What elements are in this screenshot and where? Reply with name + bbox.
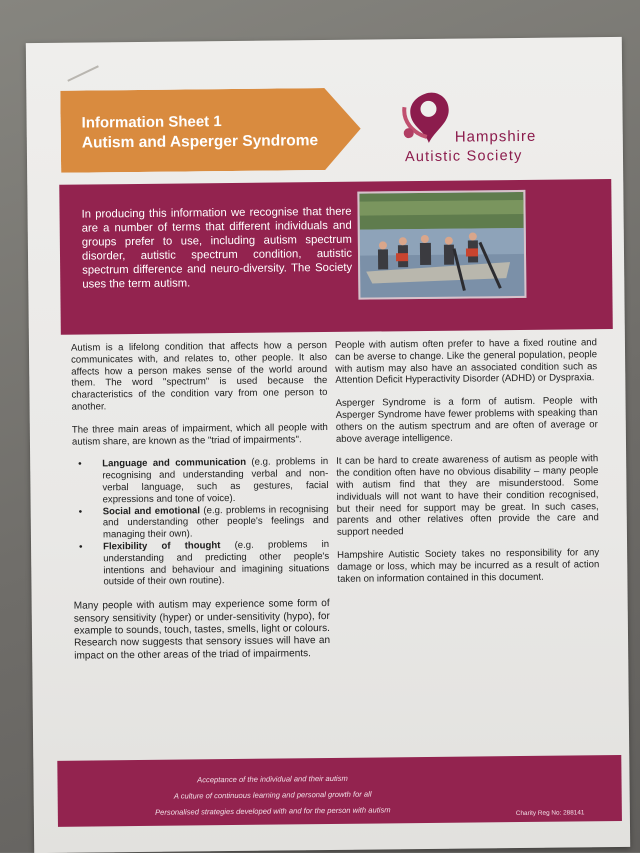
list-item-text: (e.g. problems in recognising and understanding other people's feelings and managing their own). [102,503,329,541]
awareness-paragraph: It can be hard to create awareness of autism as people with the condition often have no obvious disability – many people with autism find that they are misunderstood. Some individuals will not want to have their condition recognised, but their need for support may be great. In such cases, parents and other relatives often provide the care and support needed [336,453,599,539]
autism-definition-paragraph: Autism is a lifelong condition that affects how a person communicates with, and relates to, other people. It also affects how a person makes sense of the world around them. The word "spectrum" is used because the characteristics of the condition vary from one person to another. [70,340,328,413]
list-item-heading: Language and communication [102,457,247,470]
logo-name-line2: Autistic Society [404,147,523,166]
triad-intro-paragraph: The three main areas of impairment, which all people with autism share, are known as the "triad of impairments". [71,421,328,448]
footer-value-strategies: Personalised strategies developed with and for the person with autism [155,805,391,817]
sheet-subject-title: Autism and Asperger Syndrome [81,132,319,152]
bullet-icon: • [78,506,83,518]
list-item-heading: Social and emotional [102,504,201,517]
bullet-icon: • [78,458,82,470]
disclaimer-paragraph: Hampshire Autistic Society takes no responsibility for any damage or loss, which may be incurred as a result of action taken on information contained in this document. [337,547,600,585]
triad-list [72,456,329,588]
charity-number: Charity Reg No: 288141 [515,809,585,818]
pencil-mark [67,65,99,81]
left-column [71,340,330,674]
society-logo-icon [398,87,459,150]
intro-text: In producing this information we recognise that there are a number of terms that different individuals and groups prefer to use, including autism spectrum disorder, autistic spectrum condition, autistic spectrum difference and neuro-diversity. The Society uses the term autism. [81,205,353,291]
logo-name-line1: Hampshire [454,127,537,146]
list-item-text: (e.g. problems in understanding and predicting other people's intentions and behaviour and imagining situations outside of their own routine). [103,538,330,588]
routine-paragraph: People with autism often prefer to have a fixed routine and can be averse to change. Like the general population, people with autism may also have an associated condition such as Attention Deficit Hyperactivity Disorder (ADHD) or Dyspraxia. [334,337,598,387]
list-item [78,503,329,542]
information-sheet [26,37,630,853]
footer-value-acceptance: Acceptance of the individual and their autism [197,773,348,785]
canoe-photo-icon [359,192,524,298]
canoe-photo [357,190,526,300]
list-item-heading: Flexibility of thought [102,540,221,553]
list-item-text: (e.g. problems in recognising and understanding verbal and non-verbal language, such as gestures, facial expressions and tone of voice). [102,456,329,506]
right-column [335,337,600,596]
sheet-number-title: Information Sheet 1 [81,113,222,132]
list-item [78,538,330,589]
sensory-paragraph: Many people with autism may experience some form of sensory sensitivity (hyper) or under-sensitivity (hypo), for example to sounds, touch, tastes, smells, light or colours. Research now suggests that sensory issues will have an impact on the other areas of the triad of impairments. [73,598,331,662]
bullet-icon: • [78,541,83,553]
list-item [78,456,329,506]
footer-value-learning: A culture of continuous learning and personal growth for all [173,789,372,801]
asperger-paragraph: Asperger Syndrome is a form of autism. People with Asperger Syndrome have fewer problems with speaking than others on the autism spectrum and are often of average or above average intelligence. [335,395,598,445]
